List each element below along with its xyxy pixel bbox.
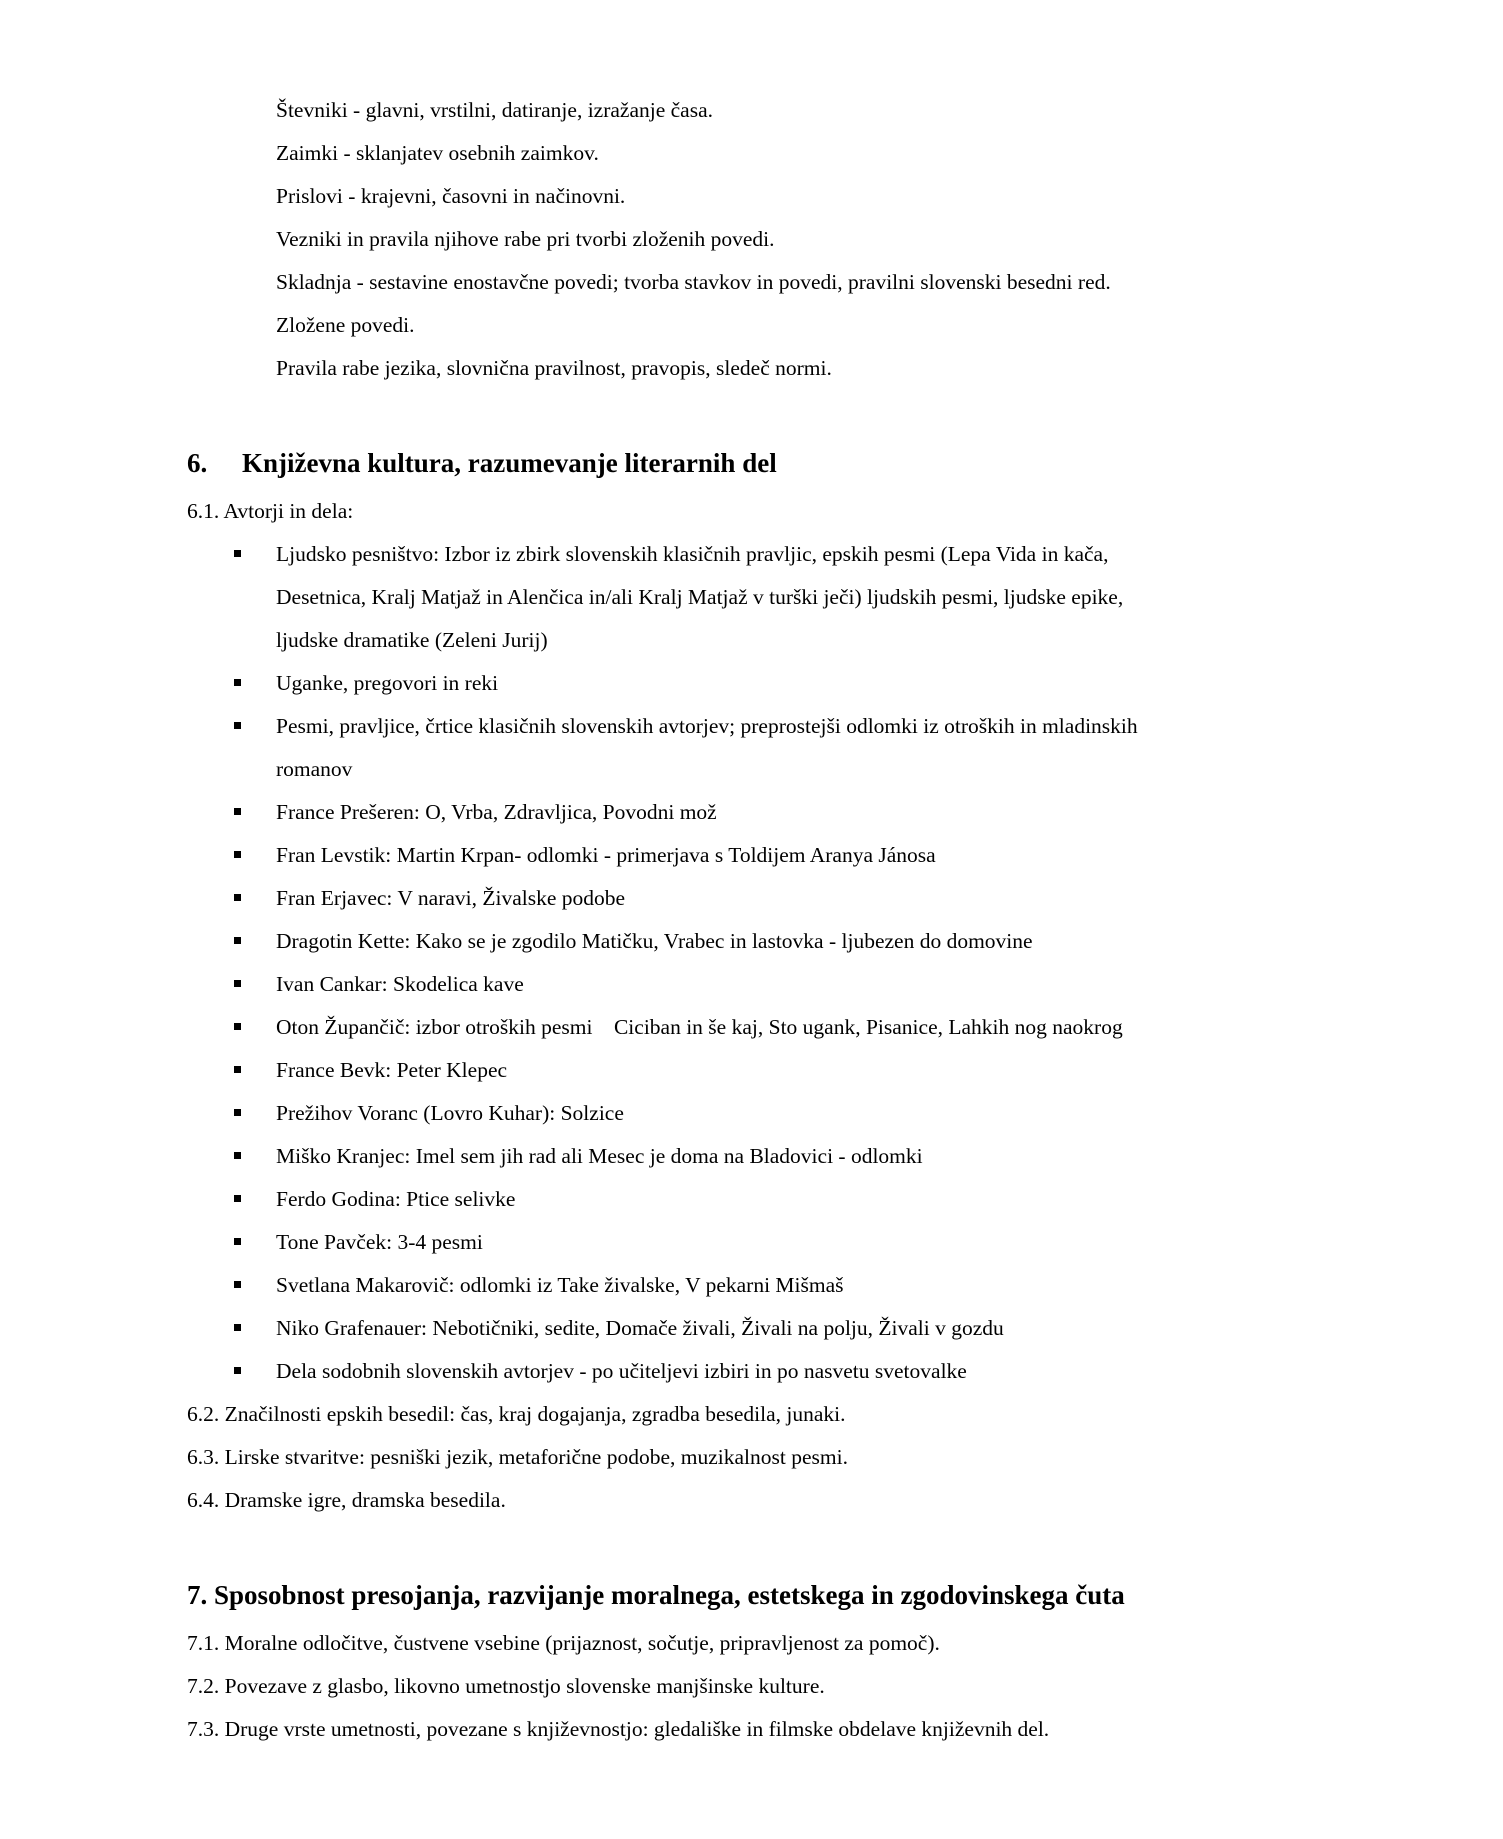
bullet-icon: [234, 1152, 241, 1159]
list-item: [0, 1314, 1503, 1342]
list-item-text: Dela sodobnih slovenskih avtorjev - po učiteljevi izbiri in po nasvetu svetovalke: [276, 1359, 967, 1383]
subsection-7-1: 7.1. Moralne odločitve, čustvene vsebine (prijaznost, sočutje, pripravljenost za pomoč).: [187, 1631, 940, 1655]
list-item: [0, 1357, 1503, 1385]
list-item-text: Prežihov Voranc (Lovro Kuhar): Solzice: [276, 1101, 624, 1125]
list-item: [0, 841, 1503, 869]
subsection-6-1-label: 6.1. Avtorji in dela:: [187, 499, 354, 523]
section-6-heading: [187, 446, 777, 480]
section-6-title: Književna kultura, razumevanje literarnih del: [242, 448, 777, 478]
list-item-continuation: ljudske dramatike (Zeleni Jurij): [276, 628, 548, 652]
list-item-text: Ljudsko pesništvo: Izbor iz zbirk slovenskih klasičnih pravljic, epskih pesmi (Lepa Vida in kača,: [276, 542, 1109, 566]
intro-line-conjunctions: Vezniki in pravila njihove rabe pri tvorbi zloženih povedi.: [276, 227, 775, 251]
list-item-text: France Bevk: Peter Klepec: [276, 1058, 508, 1082]
list-item-continuation: Desetnica, Kralj Matjaž in Alenčica in/ali Kralj Matjaž v turški ječi) ljudskih pesmi, ljudske epike,: [276, 585, 1124, 609]
list-item-text: Svetlana Makarovič: odlomki iz Take živalske, V pekarni Mišmaš: [276, 1273, 844, 1297]
list-item: [0, 1099, 1503, 1127]
intro-line-pronouns: Zaimki - sklanjatev osebnih zaimkov.: [276, 141, 599, 165]
list-item: [0, 712, 1503, 740]
bullet-icon: [234, 1109, 241, 1116]
list-item: [0, 1228, 1503, 1256]
bullet-icon: [234, 1023, 241, 1030]
list-item: [0, 540, 1503, 568]
subsection-7-2: 7.2. Povezave z glasbo, likovno umetnostjo slovenske manjšinske kulture.: [187, 1674, 825, 1698]
intro-line-adverbs: Prislovi - krajevni, časovni in načinovni.: [276, 184, 626, 208]
list-item-text: Tone Pavček: 3-4 pesmi: [276, 1230, 483, 1254]
bullet-icon: [234, 1238, 241, 1245]
list-item: [0, 927, 1503, 955]
bullet-icon: [234, 1281, 241, 1288]
section-7-heading: 7. Sposobnost presojanja, razvijanje moralnega, estetskega in zgodovinskega čuta: [187, 1580, 1125, 1610]
bullet-icon: [234, 894, 241, 901]
list-item-text: France Prešeren: O, Vrba, Zdravljica, Povodni mož: [276, 800, 717, 824]
subsection-6-2: 6.2. Značilnosti epskih besedil: čas, kraj dogajanja, zgradba besedila, junaki.: [187, 1402, 846, 1426]
bullet-icon: [234, 808, 241, 815]
section-6-number: 6.: [187, 448, 208, 478]
bullet-icon: [234, 1066, 241, 1073]
bullet-icon: [234, 1367, 241, 1374]
intro-line-compound: Zložene povedi.: [276, 313, 415, 337]
intro-line-syntax: Skladnja - sestavine enostavčne povedi; tvorba stavkov in povedi, pravilni slovenski besedni red.: [276, 270, 1111, 294]
list-item: [0, 1013, 1503, 1041]
list-item: [0, 970, 1503, 998]
list-item: [0, 884, 1503, 912]
list-item: [0, 669, 1503, 697]
bullet-icon: [234, 851, 241, 858]
subsection-6-4: 6.4. Dramske igre, dramska besedila.: [187, 1488, 506, 1512]
list-item-text: Fran Erjavec: V naravi, Živalske podobe: [276, 886, 626, 910]
list-item: [0, 1185, 1503, 1213]
list-item: [0, 1056, 1503, 1084]
list-item-text: Uganke, pregovori in reki: [276, 671, 499, 695]
bullet-icon: [234, 1195, 241, 1202]
intro-line-numerals: Števniki - glavni, vrstilni, datiranje, izražanje časa.: [276, 98, 714, 122]
bullet-icon: [234, 722, 241, 729]
subsection-6-3: 6.3. Lirske stvaritve: pesniški jezik, metaforične podobe, muzikalnost pesmi.: [187, 1445, 848, 1469]
bullet-icon: [234, 679, 241, 686]
intro-line-rules: Pravila rabe jezika, slovnična pravilnost, pravopis, sledeč normi.: [276, 356, 832, 380]
bullet-icon: [234, 550, 241, 557]
list-item: [0, 798, 1503, 826]
bullet-icon: [234, 980, 241, 987]
list-item-text: Miško Kranjec: Imel sem jih rad ali Mesec je doma na Bladovici - odlomki: [276, 1144, 923, 1168]
list-item-text: Dragotin Kette: Kako se je zgodilo Matičku, Vrabec in lastovka - ljubezen do domovine: [276, 929, 1033, 953]
list-item-text: Oton Župančič: izbor otroških pesmi Ciciban in še kaj, Sto ugank, Pisanice, Lahkih nog naokrog: [276, 1015, 1123, 1039]
bullet-icon: [234, 937, 241, 944]
list-item-text: Niko Grafenauer: Nebotičniki, sedite, Domače živali, Živali na polju, Živali v gozdu: [276, 1316, 1004, 1340]
list-item-continuation: romanov: [276, 757, 353, 781]
list-item-text: Fran Levstik: Martin Krpan- odlomki - primerjava s Toldijem Aranya Jánosa: [276, 843, 936, 867]
list-item-text: Pesmi, pravljice, črtice klasičnih slovenskih avtorjev; preprostejši odlomki iz otroških in mladinskih: [276, 714, 1138, 738]
list-item: [0, 1142, 1503, 1170]
list-item-text: Ferdo Godina: Ptice selivke: [276, 1187, 516, 1211]
subsection-7-3: 7.3. Druge vrste umetnosti, povezane s književnostjo: gledališke in filmske obdelave književnih del.: [187, 1717, 1050, 1741]
list-item-text: Ivan Cankar: Skodelica kave: [276, 972, 524, 996]
bullet-icon: [234, 1324, 241, 1331]
list-item: [0, 1271, 1503, 1299]
